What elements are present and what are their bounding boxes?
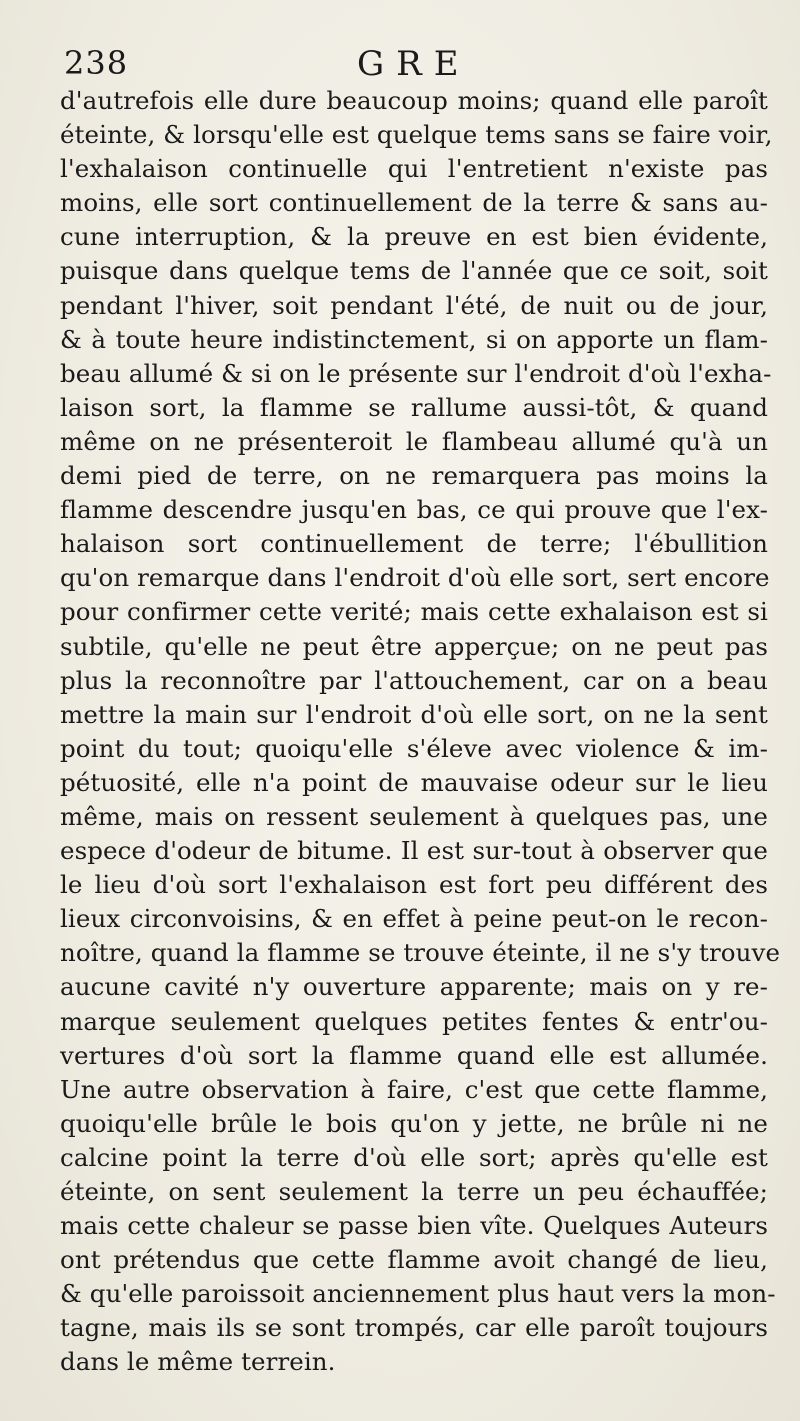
text-line: espece d'odeur de bitume. Il est sur-tout à observer que [60,836,768,866]
text-line: ont prétendus que cette flamme avoit changé de lieu, [60,1245,768,1275]
text-line: tagne, mais ils se sont trompés, car elle paroît toujours [60,1313,768,1343]
text-line: d'autrefois elle dure beaucoup moins; quand elle paroît [60,86,768,115]
text-line: calcine point la terre d'où elle sort; après qu'elle est [60,1142,768,1172]
text-line: flamme descendre jusqu'en bas, ce qui prouve que l'ex- [60,495,768,525]
text-line: & à toute heure indistinctement, si on apporte un flam- [60,324,768,354]
text-line: même, mais on ressent seulement à quelques pas, une [60,801,768,831]
text-line: vertures d'où sort la flamme quand elle est allumée. [60,1040,768,1070]
text-line: même on ne présenteroit le flambeau allumé qu'à un [60,426,768,456]
text-line: puisque dans quelque tems de l'année que ce soit, soit [60,256,768,286]
text-line: dans le même terrein. [60,1347,336,1377]
text-line: pendant l'hiver, soit pendant l'été, de nuit ou de jour, [60,290,768,320]
text-line: subtile, qu'elle ne peut être apperçue; on ne peut pas [60,631,768,661]
text-line: & qu'elle paroissoit anciennement plus haut vers la mon- [60,1279,776,1309]
text-line: aucune cavité n'y ouverture apparente; mais on y re- [60,972,768,1002]
text-line: marque seulement quelques petites fentes & entr'ou- [60,1006,768,1036]
text-line: pétuosité, elle n'a point de mauvaise odeur sur le lieu [60,767,768,797]
text-line: laison sort, la flamme se rallume aussi-tôt, & quand [60,392,768,422]
text-line: pour confirmer cette verité; mais cette exhalaison est si [60,597,768,627]
text-line: cune interruption, & la preuve en est bien évidente, [60,222,768,252]
page-number: 238 [64,44,129,82]
text-line: noître, quand la flamme se trouve éteinte, il ne s'y trouve [60,938,781,968]
text-line: mettre la main sur l'endroit d'où elle sort, on ne la sent [60,699,768,729]
text-line: Une autre observation à faire, c'est que cette flamme, [60,1074,768,1104]
text-line: point du tout; quoiqu'elle s'éleve avec violence & im- [60,733,768,763]
text-line: plus la reconnoître par l'attouchement, car on a beau [60,665,768,695]
text-line: demi pied de terre, on ne remarquera pas moins la [60,461,768,491]
text-line: mais cette chaleur se passe bien vîte. Quelques Auteurs [60,1211,768,1241]
text-line: lieux circonvoisins, & en effet à peine peut-on le recon- [60,904,768,934]
text-line: quoiqu'elle brûle le bois qu'on y jette, ne brûle ni ne [60,1108,768,1138]
page-header [64,44,760,88]
text-line: éteinte, on sent seulement la terre un peu échauffée; [60,1177,768,1206]
text-line: l'exhalaison continuelle qui l'entretient n'existe pas [60,154,768,184]
text-line: halaison sort continuellement de terre; l'ébullition [60,529,768,559]
text-line: éteinte, & lorsqu'elle est quelque tems sans se faire voir, [60,120,773,150]
running-head: GRE [357,44,471,84]
body-text [60,84,781,1380]
text-line: moins, elle sort continuellement de la terre & sans au- [60,188,768,218]
text-line: qu'on remarque dans l'endroit d'où elle sort, sert encore [60,563,770,593]
text-line: le lieu d'où sort l'exhalaison est fort peu différent des [60,870,768,900]
text-line: beau allumé & si on le présente sur l'endroit d'où l'exha- [60,358,772,388]
